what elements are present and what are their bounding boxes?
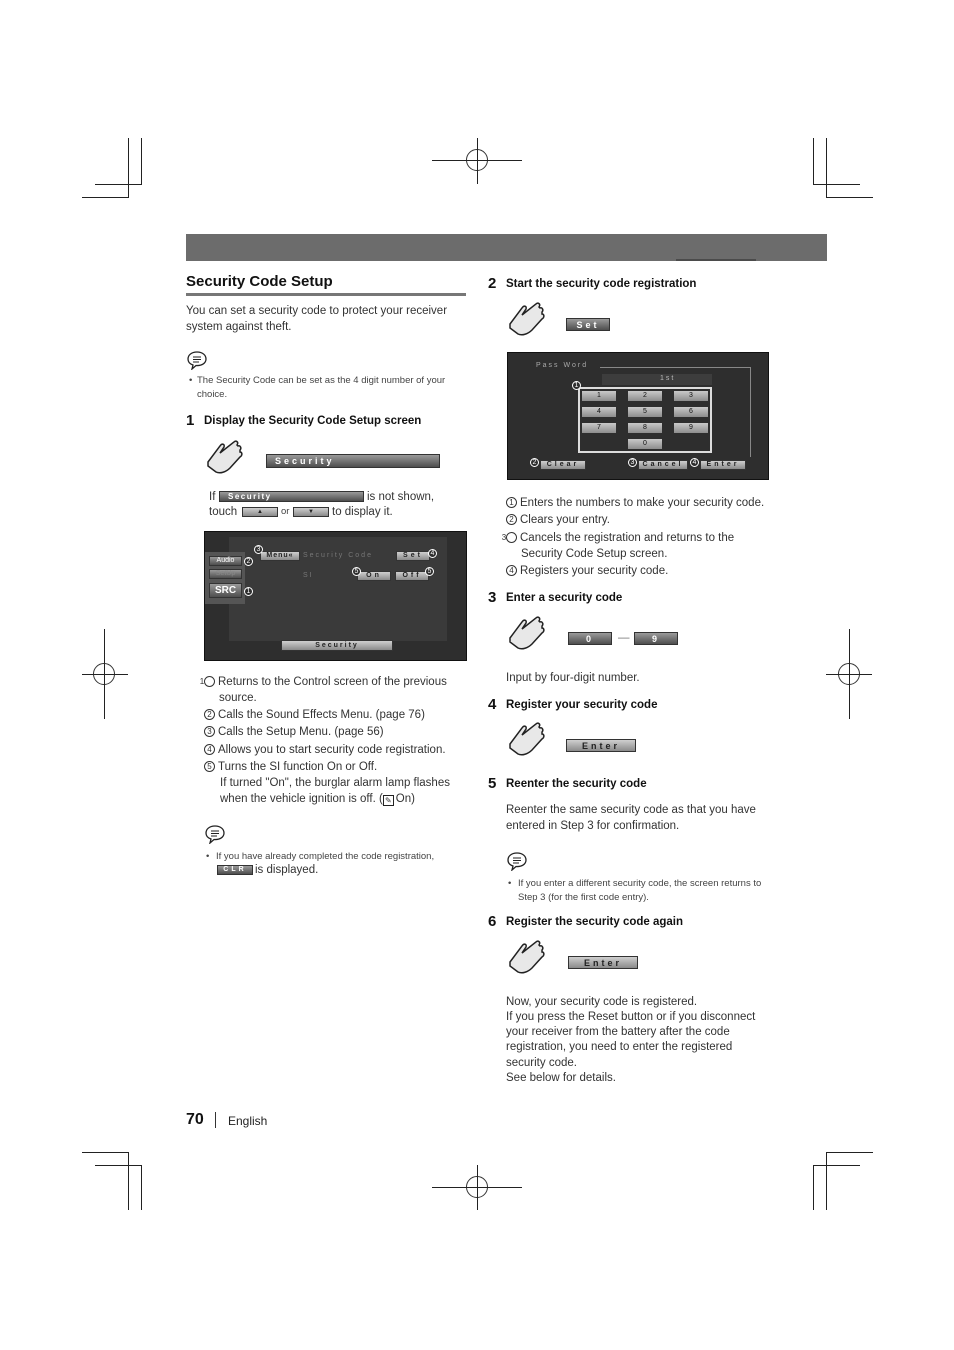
set-button[interactable]: Set: [396, 551, 430, 561]
key-8[interactable]: 8: [628, 423, 662, 433]
step6-line-4: registration, you need to enter the registered: [506, 1041, 733, 1053]
step3-text: Input by four-digit number.: [506, 672, 640, 684]
touch-hand-icon: [506, 938, 546, 980]
step6-line-3: your receiver from the battery after the code: [506, 1026, 730, 1038]
enter-button[interactable]: Enter: [566, 739, 636, 752]
enter-button[interactable]: Enter: [568, 956, 638, 969]
step6-line-5: security code.: [506, 1057, 577, 1069]
item-text: Calls the Sound Effects Menu. (page 76): [218, 709, 425, 721]
step4-number: 4: [488, 696, 497, 713]
screen-title: Security Code: [303, 552, 373, 559]
key-4[interactable]: 4: [582, 407, 616, 417]
header-tab: [676, 259, 756, 261]
note-icon: [204, 824, 226, 844]
step1-title: Display the Security Code Setup screen: [204, 415, 422, 427]
if-prefix: If: [209, 491, 216, 503]
crop-mark: [813, 138, 814, 185]
item-text: Turns the SI function On or Off.: [218, 761, 378, 773]
item-text: Cancels the registration and returns to the Security Code Setup screen.: [520, 532, 735, 560]
crop-mark: [813, 184, 860, 185]
item-text: Registers your security code.: [520, 565, 669, 577]
touch-hand-icon: [506, 300, 546, 342]
note-bullet: •: [189, 375, 193, 386]
cancel-button[interactable]: Cancel: [638, 460, 688, 470]
crop-mark: [82, 197, 129, 198]
crop-mark: [128, 1152, 129, 1210]
menu-button[interactable]: Menu«: [260, 551, 300, 561]
password-field-text: 1st: [660, 375, 676, 382]
password-rule: [600, 367, 750, 368]
note-bullet: •: [508, 878, 512, 889]
touch-hand-icon: [506, 720, 546, 762]
step1-item-3: [204, 724, 469, 740]
callout-4: 4: [428, 549, 437, 558]
security-button[interactable]: Security: [266, 454, 440, 468]
enter-button[interactable]: Enter: [700, 460, 746, 470]
to-display-text: to display it.: [332, 506, 393, 518]
key-0-button[interactable]: 0: [568, 632, 612, 645]
crop-mark: [826, 1152, 873, 1153]
item5-on-text: On): [395, 793, 415, 805]
si-label: SI: [303, 572, 314, 579]
item-number: 2: [204, 709, 215, 720]
crop-mark: [826, 138, 827, 198]
page-number: 70: [186, 1111, 204, 1128]
item-text: Allows you to start security code registration.: [218, 744, 446, 756]
setup-button[interactable]: SetUp: [209, 569, 242, 579]
password-field: [602, 374, 712, 385]
page-language: English: [228, 1114, 268, 1128]
step6-line-2: If you press the Reset button or if you disconnect: [506, 1011, 756, 1023]
callout-1: 1: [572, 381, 581, 390]
note1-text: The Security Code can be set as the 4 digit number of your choice.: [197, 375, 446, 400]
dash: —: [618, 632, 630, 644]
key-7[interactable]: 7: [582, 423, 616, 433]
item-text: Enters the numbers to make your security code.: [520, 497, 765, 509]
callout-1: 1: [244, 587, 253, 596]
key-2[interactable]: 2: [628, 391, 662, 401]
step2-item-2: [506, 512, 771, 528]
item-text: Calls the Setup Menu. (page 56): [218, 726, 384, 738]
intro-text: You can set a security code to protect your receiver system against theft.: [186, 305, 448, 333]
touch-text: touch: [209, 506, 238, 518]
off-button[interactable]: Off: [395, 571, 429, 581]
security-button-inline[interactable]: Security: [219, 491, 364, 502]
key-3[interactable]: 3: [674, 391, 708, 401]
crop-mark: [104, 629, 105, 719]
frame-right: [750, 367, 751, 457]
step1-item-2: [204, 707, 469, 723]
item-number: 4: [204, 744, 215, 755]
crop-mark: [477, 138, 478, 184]
scroll-down-button[interactable]: ▼: [293, 507, 329, 517]
step2-title: Start the security code registration: [506, 278, 697, 290]
clear-button[interactable]: Clear: [540, 460, 586, 470]
key-9-button[interactable]: 9: [634, 632, 678, 645]
on-button[interactable]: On: [357, 571, 391, 581]
section-title: Security Code Setup: [186, 273, 333, 290]
step1-item-5: [204, 759, 469, 775]
step6-title: Register the security code again: [506, 916, 684, 928]
callout-2: 2: [244, 557, 253, 566]
item-number: 1: [204, 676, 215, 687]
crop-mark: [141, 138, 142, 185]
callout-5b: 5: [425, 567, 434, 576]
check-icon: ✎: [383, 795, 394, 806]
step6-line-1: Now, your security code is registered.: [506, 996, 698, 1008]
crop-mark: [128, 138, 129, 198]
item-number: 3: [204, 726, 215, 737]
item5-extra-text: If turned "On", the burglar alarm lamp flashes when the vehicle ignition is off. (: [220, 777, 450, 805]
step4-title: Register your security code: [506, 699, 658, 711]
crop-mark: [82, 674, 128, 675]
step2-item-3: [501, 530, 756, 562]
note-icon: [186, 350, 208, 370]
step1-note-text: If you have already completed the code registration,: [216, 851, 435, 862]
or-text: or: [281, 506, 290, 517]
step2-item-1: [506, 495, 771, 511]
crop-mark: [95, 1165, 142, 1166]
crop-mark: [477, 1165, 478, 1210]
crop-mark: [813, 1165, 860, 1166]
password-label: Pass Word: [536, 362, 589, 369]
crop-mark: [141, 1165, 142, 1210]
item-number: 2: [506, 514, 517, 525]
crop-mark: [95, 184, 142, 185]
security-setup-screen: [204, 531, 467, 661]
security-footer-tab: Security: [281, 640, 393, 651]
step3-title: Enter a security code: [506, 592, 623, 604]
page-separator: [215, 1112, 216, 1128]
item-number: 4: [506, 565, 517, 576]
key-0[interactable]: 0: [628, 439, 662, 449]
step1-item-4: [204, 742, 469, 758]
step5-title: Reenter the security code: [506, 778, 647, 790]
scroll-up-button[interactable]: ▲: [242, 507, 278, 517]
callout-2: 2: [530, 458, 539, 467]
step2-item-4: [506, 563, 771, 579]
step3-number: 3: [488, 589, 497, 606]
crop-mark: [813, 1165, 814, 1210]
crop-mark: [849, 629, 850, 719]
step2-number: 2: [488, 275, 497, 292]
key-5[interactable]: 5: [628, 407, 662, 417]
key-6[interactable]: 6: [674, 407, 708, 417]
item-text: Returns to the Control screen of the previous source.: [218, 676, 447, 704]
crop-mark: [82, 1152, 129, 1153]
touch-hand-icon: [204, 438, 244, 480]
callout-5a: 5: [352, 567, 361, 576]
step1-number: 1: [186, 412, 195, 429]
note-suffix: is displayed.: [255, 864, 319, 876]
clr-button[interactable]: CLR: [217, 865, 253, 875]
callout-3: 3: [254, 545, 263, 554]
step1-item5-extra: [220, 775, 470, 807]
step5-text: Reenter the same security code as that you have entered in Step 3 for confirmation.: [506, 804, 756, 832]
item-number: 5: [204, 761, 215, 772]
section-rule: [186, 293, 466, 296]
password-screen: [507, 352, 769, 480]
crop-mark: [826, 197, 873, 198]
callout-3: 3: [628, 458, 637, 467]
item-text: Clears your entry.: [520, 514, 610, 526]
set-button[interactable]: Set: [566, 318, 610, 331]
touch-hand-icon: [506, 614, 546, 656]
key-1[interactable]: 1: [582, 391, 616, 401]
if-suffix: is not shown,: [367, 491, 435, 503]
step5-number: 5: [488, 775, 497, 792]
key-9[interactable]: 9: [674, 423, 708, 433]
crop-mark: [826, 1152, 827, 1210]
audio-button[interactable]: Audio: [209, 556, 242, 566]
src-button[interactable]: SRC: [209, 583, 242, 598]
step1-item-1: [199, 674, 469, 706]
item-number: 3: [506, 532, 517, 543]
step6-number: 6: [488, 913, 497, 930]
note-icon: [506, 851, 528, 871]
step5-note: If you enter a different security code, the screen returns to Step 3 (for the first code entry).: [518, 878, 762, 903]
callout-4: 4: [690, 458, 699, 467]
note-bullet: •: [206, 851, 210, 862]
item-number: 1: [506, 497, 517, 508]
step6-line-6: See below for details.: [506, 1072, 616, 1084]
header-bar: [186, 234, 827, 261]
